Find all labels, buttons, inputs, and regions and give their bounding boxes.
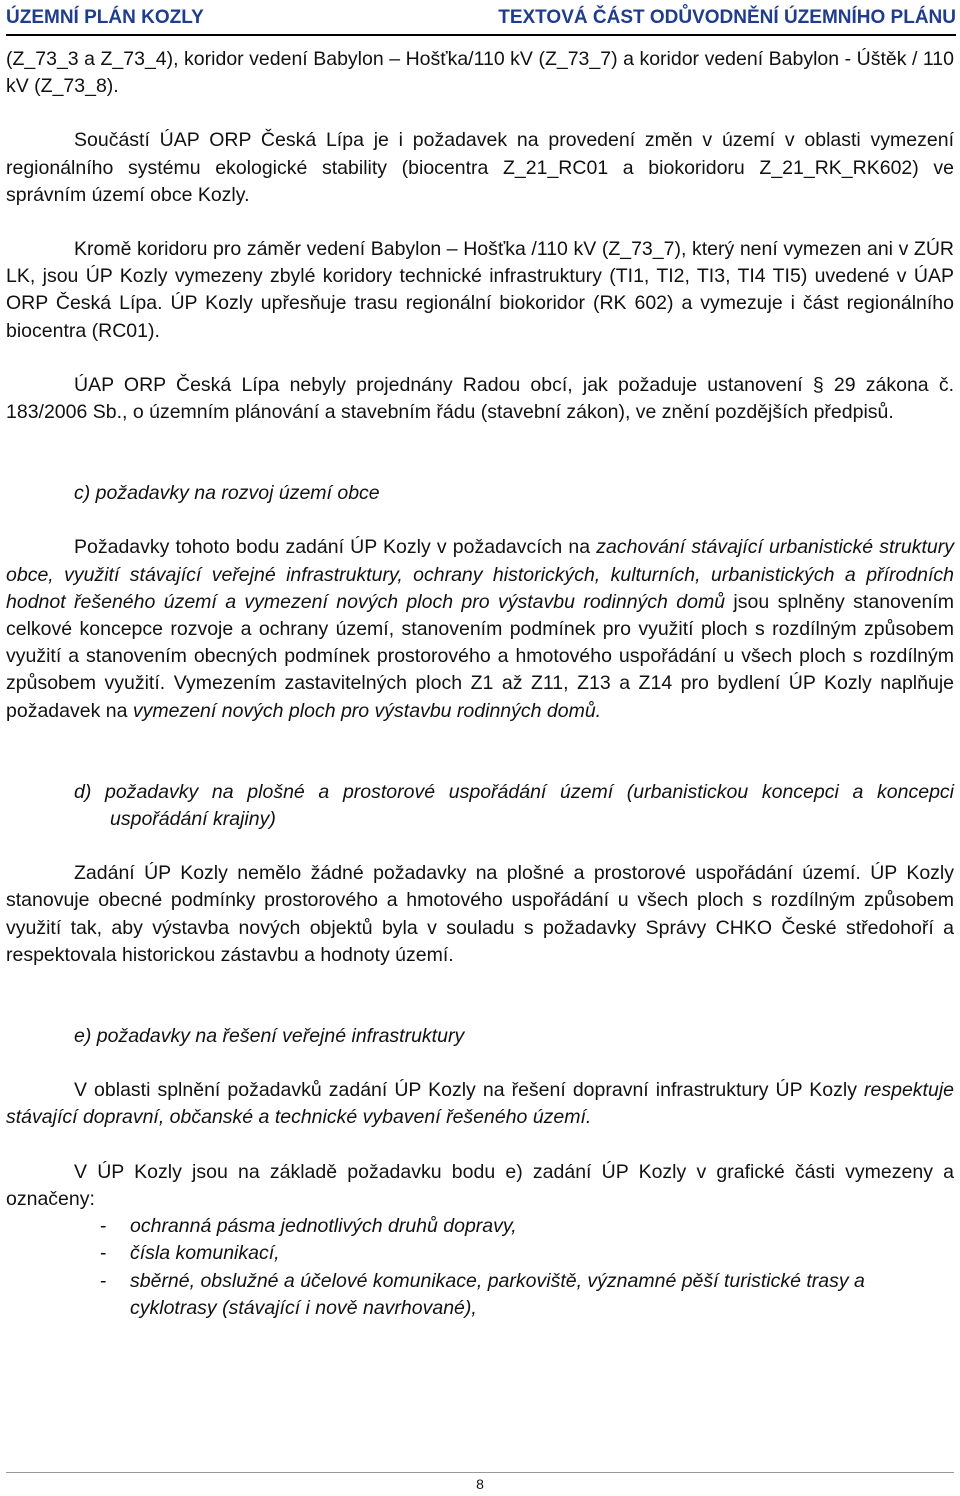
list-item: - sběrné, obslužné a účelové komunikace, parkoviště, významné pěší turistické trasy a cyklotrasy (stávající i nově navrhované), [100,1269,865,1319]
section-e-paragraph-1: V oblasti splnění požadavků zadání ÚP Kozly na řešení dopravní infrastruktury ÚP Kozly respektuje stávající dopravní, občanské a technické vybavení řešeného území. [6,1079,954,1129]
paragraph-corridors: (Z_73_3 a Z_73_4), koridor vedení Babylon – Hošťka/110 kV (Z_73_7) a koridor vedení Babylon - Úštěk / 110 kV (Z_73_8). [6,48,954,98]
paragraph-corridor-exception: Kromě koridoru pro záměr vedení Babylon – Hošťka /110 kV (Z_73_7), který není vymezen ani v ZÚR LK, jsou ÚP Kozly vymezeny zbylé koridory technické infrastruktury (TI1, TI2, TI3, TI4 TI5) uvedené v ÚAP ORP Česká Lípa. ÚP Kozly upřesňuje trasu regionální biokoridor (RK 602) a vymezuje i část regionálního biocentra (RC01). [6,238,954,342]
graphic-items-list [6,1213,954,1322]
section-e-paragraph-2: V ÚP Kozly jsou na základě požadavku bodu e) zadání ÚP Kozly v grafické části vymezeny a označeny: [6,1160,954,1210]
section-d-heading: d) požadavky na plošné a prostorové uspořádání území (urbanistickou koncepci a koncepci uspořádání krajiny) [74,780,954,831]
page-number: 8 [476,1476,484,1492]
section-e-heading: e) požadavky na řešení veřejné infrastruktury [74,1025,465,1048]
document-title: ÚZEMNÍ PLÁN KOZLY [6,7,204,28]
document-section-title: TEXTOVÁ ČÁST ODŮVODNĚNÍ ÚZEMNÍHO PLÁNU [498,7,956,28]
section-d-text: Zadání ÚP Kozly nemělo žádné požadavky na plošné a prostorové uspořádání území. ÚP Kozly stanovuje obecné podmínky prostorového a hmotového uspořádání u všech ploch s rozdílným způsobem využití tak, aby výstavba nových objektů byla v souladu s požadavky Správy CHKO České středohoří a respektovala historickou zástavbu a hodnoty území. [6,862,954,966]
paragraph-uap-requirement: Součástí ÚAP ORP Česká Lípa je i požadavek na provedení změn v území v oblasti vymezení regionálního systému ekologické stability (biocentra Z_21_RC01 a biokoridoru Z_21_RK_RK602) ve správním území obce Kozly. [6,129,954,206]
section-c-heading: c) požadavky na rozvoj území obce [74,482,380,505]
paragraph-uap-council: ÚAP ORP Česká Lípa nebyly projednány Radou obcí, jak požaduje ustanovení § 29 zákona č. 183/2006 Sb., o územním plánování a stavebním řádu (stavební zákon), ve znění pozdějších předpisů. [6,373,954,424]
list-item: - ochranná pásma jednotlivých druhů dopravy, [100,1215,517,1238]
document-body [6,46,954,1322]
list-item: - čísla komunikací, [100,1242,280,1265]
footer-divider [6,1472,954,1473]
page-header [6,4,956,36]
section-c-text: Požadavky tohoto bodu zadání ÚP Kozly v požadavcích na zachování stávající urbanistické struktury obce, využití stávající veřejné infrastruktury, ochrany historických, kulturních, urbanistických a přírodních hodnot řešeného území a vymezení nových ploch pro výstavbu rodinných domů jsou splněny stanovením celkové koncepce rozvoje a ochrany území, stanovením podmínek pro využití ploch s rozdílným způsobem využití a stanovením obecných podmínek prostorového a hmotového uspořádání u všech ploch s rozdílným způsobem využití. Vymezením zastavitelných ploch Z1 až Z11, Z13 a Z14 pro bydlení ÚP Kozly naplňuje požadavek na vymezení nových ploch pro výstavbu rodinných domů. [6,536,954,722]
